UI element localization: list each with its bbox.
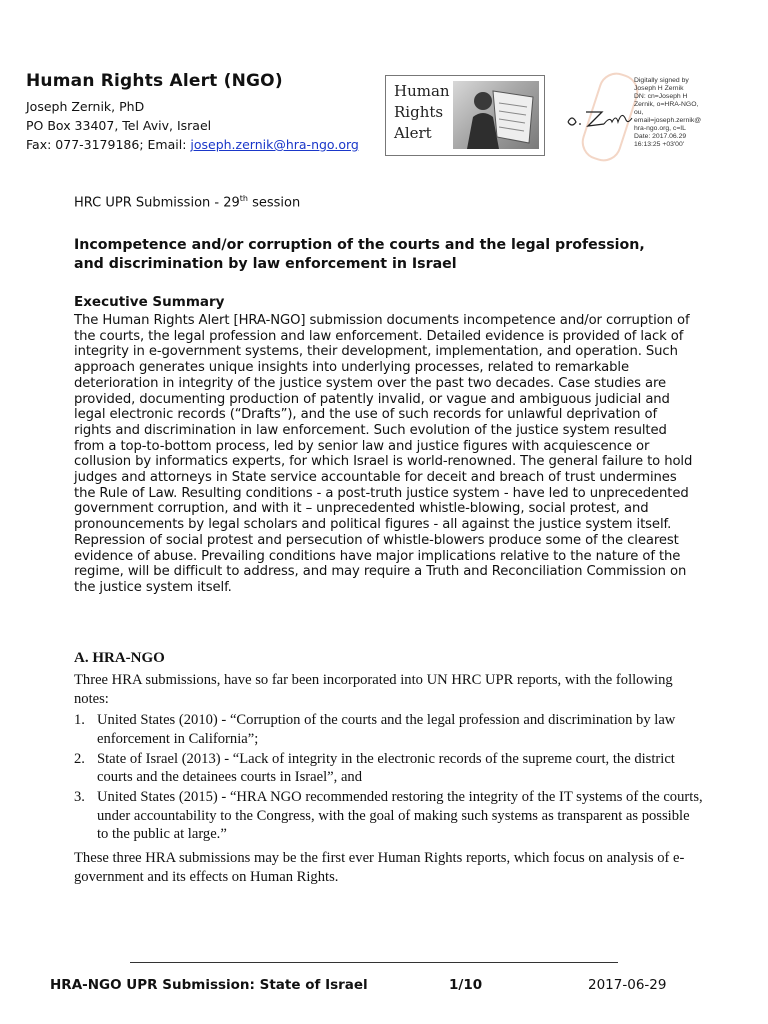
logo-photo	[453, 81, 539, 149]
sig-line: Zernik, o=HRA-NGO,	[634, 101, 699, 108]
digital-signature-details	[634, 77, 754, 149]
list-item-text: United States (2015) - “HRA NGO recommended restoring the integrity of the IT systems of the courts, under accountability to the Congress, with the goal of making such systems as transparent as possible to the public at large.”	[97, 789, 703, 842]
session-text: session	[247, 195, 301, 211]
executive-summary-heading: Executive Summary	[74, 294, 225, 310]
submission-line	[74, 194, 300, 210]
page-number: 1/10	[449, 977, 483, 993]
section-a-closing: These three HRA submissions may be the first ever Human Rights reports, which focus on analysis of e-government and its effects on Human Rights.	[74, 850, 685, 885]
sig-line: Joseph H Zernik	[634, 85, 684, 92]
submissions-list	[74, 711, 704, 845]
logo-line-2: Rights	[394, 103, 444, 121]
executive-summary-text: The Human Rights Alert [HRA-NGO] submission documents incompetence and/or corruption of the courts, the legal profession and law enforcement. Detailed evidence is provided of lack of integrity in e-government systems, their development, implementation, and operation. Such approach generates unique insights into underlying processes, related to remarkable deterioration in integrity of the justice system over the past two decades. Case studies are provided, documenting production of patently invalid, or vague and ambiguous judicial and legal electronic records (“Drafts”), and the use of such records for unlawful deprivation of rights and discrimination in law enforcement. Such evolution of the justice system resulted from a top-to-bottom process, led by senior law and justice figures with acquiescence or collusion by informatics experts, for which Israel is world-renowned. The general failure to hold judges and attorneys in State service accountable for deceit and breach of trust undermines the Rule of Law. Resulting conditions - a post-truth justice system - have led to unprecedented government corruption, and with it – unprecedented whistle-blowing, social protest, and pronouncements by legal scholars and political figures - all against the justice system itself. Repression of social protest and persecution of whistle-blowers produce some of the clearest evidence of abuse. Prevailing conditions have major implications relative to the nature of the regime, will be difficult to address, and may require a Truth and Reconciliation Commission on the justice system itself.	[74, 313, 693, 595]
list-item-text: State of Israel (2013) - “Lack of integrity in the electronic records of the supreme court, the district courts and the detainees courts in Israel”, and	[97, 750, 675, 785]
section-a-heading: A. HRA-NGO	[74, 650, 165, 666]
list-item	[74, 788, 704, 844]
sig-line: hra-ngo.org, c=IL	[634, 125, 686, 132]
sig-line: DN: cn=Joseph H	[634, 93, 688, 100]
sig-line: 16:13:25 +03'00'	[634, 141, 685, 148]
sig-line: Date: 2017.06.29	[634, 133, 687, 140]
submission-text: HRC UPR Submission - 29	[74, 195, 240, 211]
logo-text	[394, 81, 450, 144]
fax-email-line	[26, 135, 359, 154]
section-a-intro: Three HRA submissions, have so far been incorporated into UN HRC UPR reports, with the following notes:	[74, 672, 673, 707]
sig-line: ou,	[634, 109, 644, 116]
list-item-text: United States (2010) - “Corruption of the courts and the legal profession and discrimination by law enforcement in California”;	[97, 712, 676, 747]
hra-logo	[385, 75, 545, 156]
sig-line: email=joseph.zernik@	[634, 117, 702, 124]
ordinal-suffix: th	[239, 194, 248, 203]
list-number: 3.	[74, 789, 85, 805]
footer-title: HRA-NGO UPR Submission: State of Israel	[50, 977, 368, 993]
sig-line: Digitally signed by	[634, 77, 689, 84]
postal-address: PO Box 33407, Tel Aviv, Israel	[26, 118, 212, 133]
list-number: 2.	[74, 750, 85, 767]
logo-line-3: Alert	[394, 124, 432, 142]
list-item	[74, 750, 704, 787]
org-title: Human Rights Alert (NGO)	[26, 71, 283, 91]
footer-date: 2017-06-29	[588, 977, 667, 993]
author-name: Joseph Zernik, PhD	[26, 99, 145, 114]
footer-divider	[130, 962, 618, 963]
handwritten-signature	[564, 100, 634, 134]
list-item	[74, 711, 704, 748]
document-title: Incompetence and/or corruption of the courts and the legal profession, and discrimination by law enforcement in Israel	[74, 237, 645, 272]
list-number: 1.	[74, 712, 85, 728]
email-link[interactable]: joseph.zernik@hra-ngo.org	[190, 137, 359, 152]
logo-line-1: Human	[394, 82, 450, 100]
fax-email-label: Fax: 077-3179186; Email:	[26, 137, 191, 152]
contact-block	[26, 97, 359, 154]
